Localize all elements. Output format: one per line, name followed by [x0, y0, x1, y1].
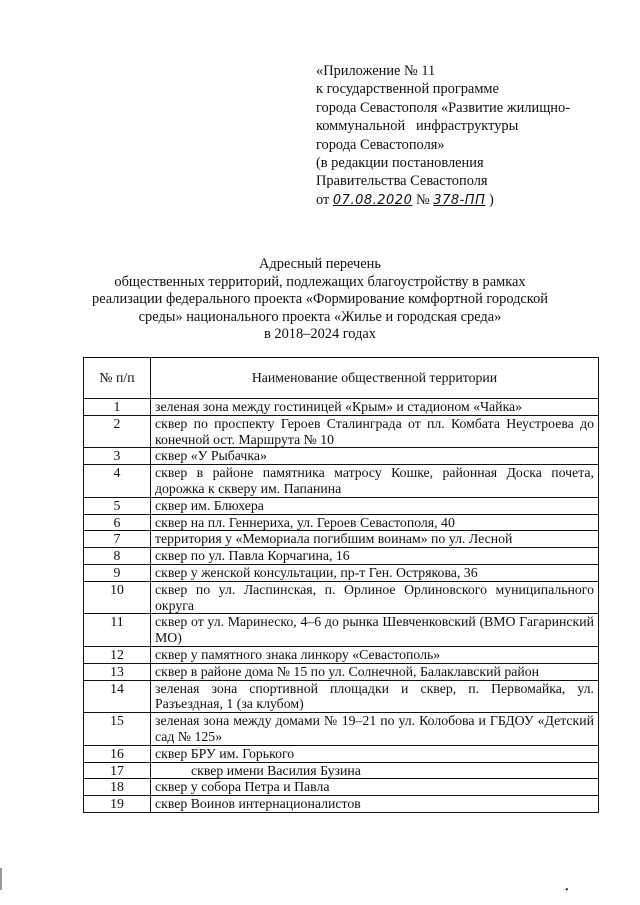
- table-row: [84, 663, 599, 680]
- closing-paren: ): [488, 191, 494, 208]
- row-number: 14: [84, 680, 151, 713]
- row-number: 16: [84, 745, 151, 762]
- header-line: (в редакции постановления: [316, 155, 484, 172]
- row-number: 3: [84, 448, 151, 465]
- table-header-row: [84, 358, 599, 399]
- header-line: к государственной программе: [316, 81, 499, 98]
- row-number: 11: [84, 614, 151, 647]
- row-number: 8: [84, 548, 151, 565]
- header-line: коммунальной инфраструктуры: [316, 118, 519, 135]
- row-number: 17: [84, 762, 151, 779]
- title-line: Адресный перечень: [259, 256, 381, 272]
- handwritten-number: 378-ПП: [433, 192, 486, 208]
- territory-name: сквер в районе дома № 15 по ул. Солнечной, Балаклавский район: [151, 663, 599, 680]
- handwritten-date: 07.08.2020: [332, 192, 413, 208]
- row-number: 1: [84, 399, 151, 416]
- territory-name: сквер имени Василия Бузина: [151, 762, 599, 779]
- row-number: 7: [84, 531, 151, 548]
- territory-name: территория у «Мемориала погибшим воинам» по ул. Лесной: [151, 531, 599, 548]
- row-number: 5: [84, 497, 151, 514]
- row-number: 13: [84, 663, 151, 680]
- row-number: 10: [84, 581, 151, 614]
- table-row: [84, 448, 599, 465]
- row-number: 2: [84, 415, 151, 448]
- table-row: [84, 514, 599, 531]
- table-row: [84, 399, 599, 416]
- header-line: города Севастополя «Развитие жилищно-: [316, 99, 570, 116]
- column-header-number: № п/п: [84, 358, 151, 399]
- header-line: Правительства Севастополя: [316, 173, 488, 190]
- header-line: города Севастополя»: [316, 136, 445, 153]
- row-number: 18: [84, 779, 151, 796]
- title-line: в 2018–2024 годах: [264, 326, 376, 343]
- resolution-date-line: [316, 191, 616, 210]
- territory-name: сквер им. Блюхера: [151, 497, 599, 514]
- territory-name: сквер у собора Петра и Павла: [151, 779, 599, 796]
- title-line: общественных территорий, подлежащих благоустройству в рамках: [114, 273, 526, 290]
- title-line: реализации федерального проекта «Формирование комфортной городской: [92, 291, 548, 308]
- row-number: 9: [84, 564, 151, 581]
- row-number: 6: [84, 514, 151, 531]
- territory-name: сквер «У Рыбачка»: [151, 448, 599, 465]
- territory-name: сквер по ул. Павла Корчагина, 16: [151, 548, 599, 565]
- table-row: [84, 531, 599, 548]
- table-row: [84, 614, 599, 647]
- column-header-name: Наименование общественной территории: [151, 358, 599, 399]
- table-row: [84, 548, 599, 565]
- territory-name: сквер БРУ им. Горького: [151, 745, 599, 762]
- scan-edge-mark: [0, 868, 2, 890]
- territory-name: сквер по проспекту Героев Сталинграда от пл. Комбата Неустроева до конечной ост. Маршрута № 10: [151, 415, 599, 448]
- territory-name: сквер у памятного знака линкору «Севастополь»: [151, 646, 599, 663]
- document-title: [80, 256, 560, 344]
- table-row: [84, 796, 599, 813]
- territories-table: [83, 357, 599, 813]
- from-label: от: [316, 191, 330, 208]
- table-row: [84, 415, 599, 448]
- territory-name: зеленая зона спортивной площадки и сквер, п. Первомайка, ул. Разъездная, 1 (за клубом): [151, 680, 599, 713]
- table-row: [84, 762, 599, 779]
- table-row: [84, 564, 599, 581]
- row-number: 12: [84, 646, 151, 663]
- row-number: 19: [84, 796, 151, 813]
- appendix-number: «Приложение № 11: [316, 63, 436, 79]
- table-row: [84, 581, 599, 614]
- territory-name: сквер у женской консультации, пр-т Ген. Острякова, 36: [151, 564, 599, 581]
- table-row: [84, 497, 599, 514]
- title-line: среды» национального проекта «Жилье и городская среда»: [138, 308, 502, 325]
- number-label: №: [415, 191, 430, 208]
- row-number: 4: [84, 465, 151, 498]
- territory-name: сквер в районе памятника матросу Кошке, районная Доска почета, дорожка к скверу им. Папанина: [151, 465, 599, 498]
- territory-name: сквер Воинов интернационалистов: [151, 796, 599, 813]
- table-row: [84, 680, 599, 713]
- row-number: 15: [84, 713, 151, 746]
- table-row: [84, 779, 599, 796]
- territory-name: зеленая зона между гостиницей «Крым» и стадионом «Чайка»: [151, 399, 599, 416]
- territory-name: сквер по ул. Ласпинская, п. Орлиное Орлиновского муниципального округа: [151, 581, 599, 614]
- table-row: [84, 713, 599, 746]
- appendix-header: [316, 62, 616, 210]
- territory-name: сквер от ул. Маринеско, 4–6 до рынка Шевченковский (ВМО Гагаринский МО): [151, 614, 599, 647]
- table-row: [84, 646, 599, 663]
- footer-mark: •: [565, 885, 569, 896]
- table-row: [84, 465, 599, 498]
- territory-name: сквер на пл. Геннериха, ул. Героев Севастополя, 40: [151, 514, 599, 531]
- table-row: [84, 745, 599, 762]
- territory-name: зеленая зона между домами № 19–21 по ул. Колобова и ГБДОУ «Детский сад № 125»: [151, 713, 599, 746]
